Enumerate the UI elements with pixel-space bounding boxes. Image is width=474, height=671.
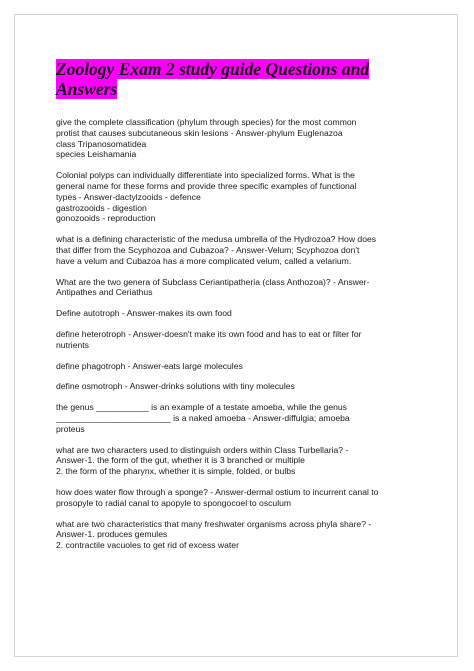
- qa-line: proteus: [56, 423, 85, 434]
- qa-line: Antipathes and Ceriathus: [56, 287, 153, 298]
- qa-paragraph: [56, 519, 426, 551]
- document-page: [14, 14, 458, 657]
- qa-line: define osmotroph - Answer-drinks solutions with tiny molecules: [56, 381, 295, 392]
- qa-line: that differ from the Scyphozoa and Cubazoa? - Answer-Velum; Scyphozoa don't: [56, 244, 360, 255]
- qa-paragraph: [56, 445, 426, 477]
- qa-line: ________________________ is a naked amoeba - Answer-diffulgia; amoeba: [56, 412, 350, 423]
- qa-paragraph: [56, 234, 426, 266]
- qa-paragraph: [56, 329, 426, 351]
- qa-line: 2. the form of the pharynx, whether it is simple, folded, or bulbs: [56, 466, 296, 477]
- qa-line: the genus ___________ is an example of a testate amoeba, while the genus: [56, 402, 347, 413]
- qa-line: have a velum and Cubazoa has a more complicated velum, called a velarium.: [56, 255, 352, 266]
- qa-paragraph: [56, 170, 426, 224]
- qa-line: give the complete classification (phylum through species) for the most common: [56, 117, 357, 127]
- qa-line: Define autotroph - Answer-makes its own food: [56, 308, 232, 319]
- qa-line: class Tripanosomatidea: [56, 138, 147, 149]
- qa-line: gastrozooids - digestion: [56, 202, 147, 213]
- qa-line: what is a defining characteristic of the medusa umbrella of the Hydrozoa? How does: [56, 234, 377, 245]
- qa-line: prosopyle to radial canal to apopyle to spongocoel to osculum: [56, 497, 292, 508]
- qa-line: 2. contractile vacuoles to get rid of excess water: [56, 540, 239, 551]
- qa-line: types - Answer-dactylzooids - defence: [56, 191, 201, 202]
- qa-line: general name for these forms and provide three specific examples of functional: [56, 180, 357, 191]
- qa-line: what are two characteristics that many freshwater organisms across phyla share? -: [56, 518, 372, 529]
- qa-line: Answer-1. produces gemules: [56, 529, 168, 540]
- title-line-1: Zoology Exam 2 study guide Questions and: [56, 59, 370, 79]
- qa-line: what are two characters used to distinguish orders within Class Turbellaria? -: [56, 444, 349, 455]
- qa-line: What are the two genera of Subclass Ceriantipatheria (class Anthozoa)? - Answer-: [56, 276, 370, 287]
- qa-list: [56, 117, 426, 551]
- qa-line: nutrients: [56, 339, 89, 350]
- qa-paragraph: [56, 117, 426, 160]
- document-title: [56, 59, 426, 99]
- qa-line: protist that causes subcutaneous skin lesions - Answer-phylum Euglenazoa: [56, 127, 343, 138]
- qa-line: Answer-1. the form of the gut, whether it is 3 branched or multiple: [56, 455, 305, 466]
- qa-paragraph: [56, 402, 426, 434]
- qa-line: gonozooids - reproduction: [56, 213, 156, 224]
- qa-paragraph: [56, 277, 426, 299]
- qa-paragraph: [56, 361, 426, 372]
- qa-paragraph: [56, 308, 426, 319]
- qa-line: species Leishamania: [56, 149, 137, 160]
- qa-paragraph: [56, 381, 426, 392]
- qa-line: define phagotroph - Answer-eats large molecules: [56, 360, 243, 371]
- qa-line: Colonial polyps can individually differentiate into specialized forms. What is the: [56, 170, 355, 181]
- title-line-2: Answers: [56, 79, 118, 99]
- document-content: [56, 59, 426, 561]
- qa-line: how does water flow through a sponge? - Answer-dermal ostium to incurrent canal to: [56, 486, 379, 497]
- qa-paragraph: [56, 487, 426, 509]
- qa-line: define heterotroph - Answer-doesn't make its own food and has to eat or filter for: [56, 328, 362, 339]
